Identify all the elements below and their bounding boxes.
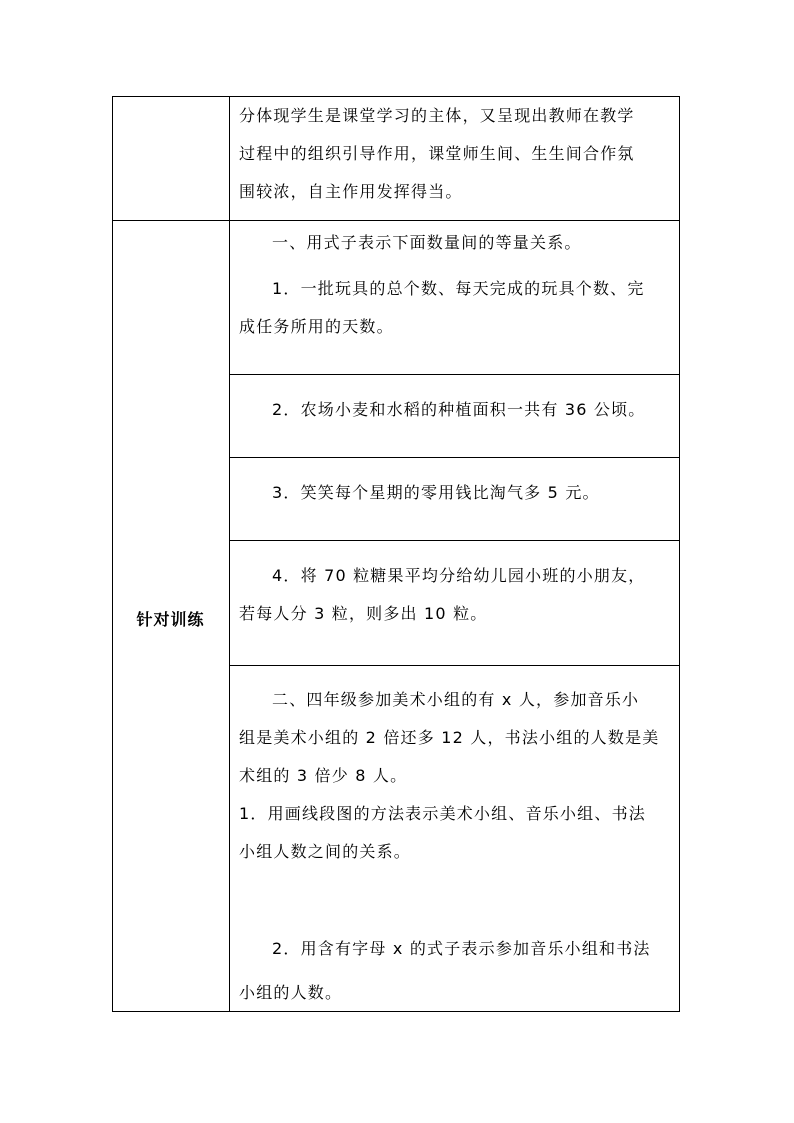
cell-divider	[229, 540, 680, 541]
question-1-line: 成任务所用的天数。	[239, 317, 394, 336]
cell-divider	[229, 457, 680, 458]
section-1	[239, 224, 675, 346]
question-3	[239, 474, 675, 512]
question-4-line: 若每人分 3 粒，则多出 10 粒。	[239, 604, 488, 623]
section-2-q2-line: 小组的人数。	[239, 983, 343, 1002]
question-4	[239, 557, 675, 633]
column-divider	[229, 96, 230, 1012]
section-2-q1-line: 1．用画线段图的方法表示美术小组、音乐小组、书法	[239, 804, 646, 823]
question-3-line: 3．笑笑每个星期的零用钱比淘气多 5 元。	[272, 483, 600, 502]
text-line: 过程中的组织引导作用，课堂师生间、生生间合作氛	[239, 144, 635, 163]
row-label-targeted-practice: 针对训练	[136, 610, 205, 629]
question-4-line: 4．将 70 粒糖果平均分给幼儿园小班的小朋友，	[272, 566, 646, 585]
question-2	[239, 391, 675, 429]
section-2-intro-line: 术组的 3 倍少 8 人。	[239, 766, 408, 785]
section-heading: 一、用式子表示下面数量间的等量关系。	[272, 233, 582, 252]
cell-divider	[229, 374, 680, 375]
section-2-q1-line: 小组人数之间的关系。	[239, 842, 412, 861]
section-2-q2-line: 2．用含有字母 x 的式子表示参加音乐小组和书法	[272, 939, 651, 958]
row-divider	[112, 220, 680, 221]
section-2	[239, 681, 675, 871]
text-line: 围较浓，自主作用发挥得当。	[239, 182, 463, 201]
text-line: 分体现学生是课堂学习的主体，又呈现出教师在教学	[239, 106, 635, 125]
section-2-q2	[239, 930, 675, 1012]
question-2-line: 2．农场小麦和水稻的种植面积一共有 36 公顷。	[272, 400, 646, 419]
section-2-intro-line: 组是美术小组的 2 倍还多 12 人，书法小组的人数是美	[239, 728, 660, 747]
question-1-line: 1．一批玩具的总个数、每天完成的玩具个数、完	[272, 279, 645, 298]
cell-divider	[229, 665, 680, 666]
evaluation-text	[239, 97, 675, 211]
section-2-intro-line: 二、四年级参加美术小组的有 x 人，参加音乐小	[272, 690, 640, 709]
